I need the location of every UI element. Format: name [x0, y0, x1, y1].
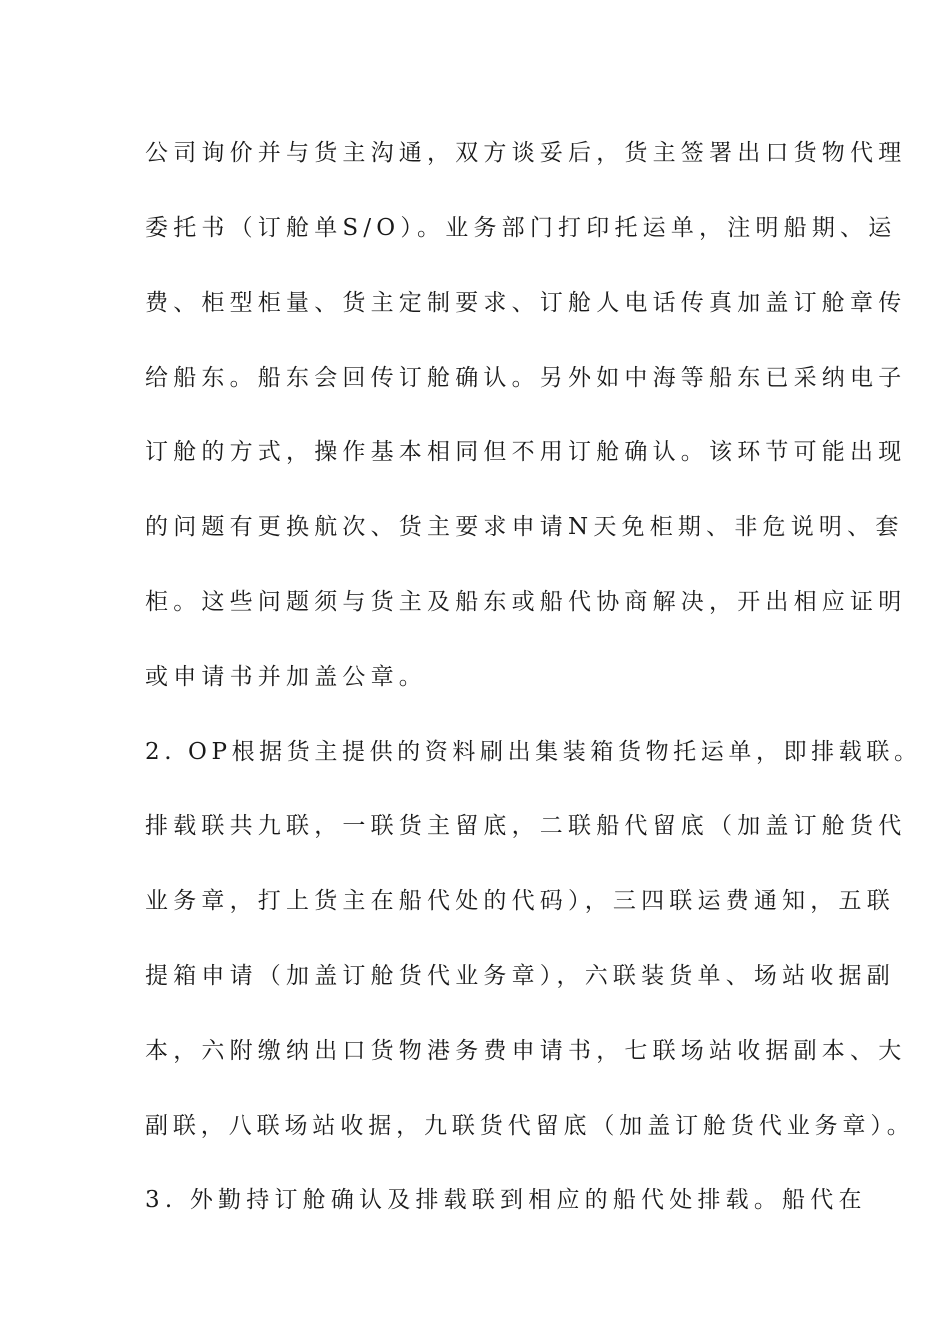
body-text-line: 委托书（订舱单S/O）。业务部门打印托运单，注明船期、运	[145, 215, 897, 241]
body-text-line: 排载联共九联，一联货主留底，二联船代留底（加盖订舱货代	[145, 813, 907, 839]
body-text-line: 柜。这些问题须与货主及船东或船代协商解决，开出相应证明	[145, 589, 907, 615]
body-text-line: 或申请书并加盖公章。	[145, 664, 427, 690]
body-text-line: 的问题有更换航次、货主要求申请N天免柜期、非危说明、套	[145, 514, 904, 540]
body-text-line: 本，六附缴纳出口货物港务费申请书，七联场站收据副本、大	[145, 1038, 907, 1064]
body-text-line: 副联，八联场站收据，九联货代留底（加盖订舱货代业务章）。	[145, 1113, 915, 1139]
list-item-2-text: 2. OP根据货主提供的资料刷出集装箱货物托运单，即排载联。	[145, 739, 922, 765]
body-text-line: 业务章，打上货主在船代处的代码），三四联运费通知，五联	[145, 888, 895, 914]
body-text-line: 给船东。船东会回传订舱确认。另外如中海等船东已采纳电子	[145, 365, 907, 391]
list-item-3-text: 3. 外勤持订舱确认及排载联到相应的船代处排载。船代在	[145, 1187, 867, 1213]
body-text-line: 订舱的方式，操作基本相同但不用订舱确认。该环节可能出现	[145, 439, 907, 465]
body-text-line: 公司询价并与货主沟通，双方谈妥后，货主签署出口货物代理	[145, 140, 907, 166]
body-text-line: 提箱申请（加盖订舱货代业务章），六联装货单、场站收据副	[145, 963, 895, 989]
body-text-line: 费、柜型柜量、货主定制要求、订舱人电话传真加盖订舱章传	[145, 290, 907, 316]
